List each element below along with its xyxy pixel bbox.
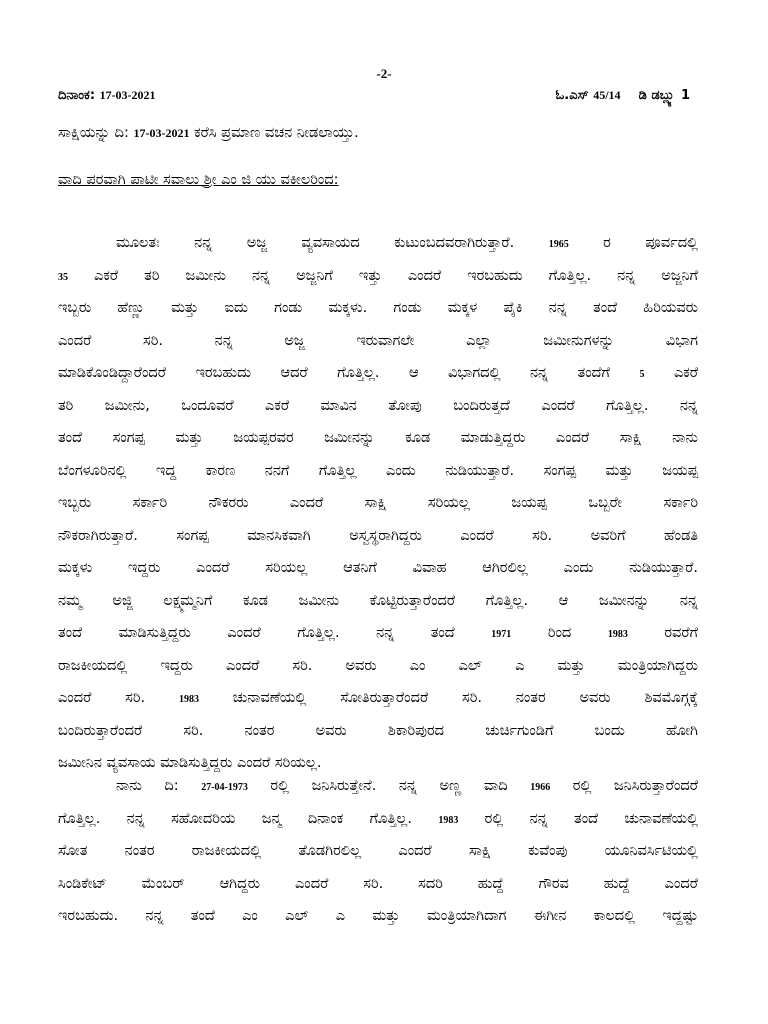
paragraph-2-line: ಸೋತ ನಂತರ ರಾಜಕೀಯದಲ್ಲಿ ತೊಡಗಿರಲಿಲ್ಲ ಎಂದರೆ ಸಾಕ್ಷಿ ಕುವೆಂಪು ಯೂನಿವರ್ಸಿಟಿಯಲ್ಲಿ [58, 843, 698, 859]
text-run: ನಾನು ದಿ: [116, 778, 179, 794]
paragraph-2 [58, 770, 698, 933]
acre-number: 5 [639, 369, 645, 380]
date-label: ದಿನಾಂಕ: [58, 88, 96, 103]
text-run: ಚುನಾವಣೆಯಲ್ಲಿ ಸೋತಿರುತ್ತಾರೆಂದರೆ ಸರಿ. ನಂತರ ಅವರು ಶಿವಮೊಗ್ಗಕ್ಕೆ [232, 690, 698, 706]
case-label: ಓ.ಎಸ್ [555, 88, 589, 103]
acre-number: 35 [58, 271, 68, 283]
document-header [58, 88, 690, 108]
paragraph-1-line: ತರಿ ಜಮೀನು, ಒಂದೂವರೆ ಎಕರೆ ಮಾವಿನ ತೋಪು ಬಂದಿರುತ್ತದೆ ಎಂದರೆ ಗೊತ್ತಿಲ್ಲ. ನನ್ನ [58, 397, 698, 414]
text-run: ಎಕರೆ ತರಿ ಜಮೀನು ನನ್ನ ಅಜ್ಜನಿಗೆ ಇತ್ತು ಎಂದರೆ ಇರಬಹುದು ಗೊತ್ತಿಲ್ಲ. ನನ್ನ ಅಜ್ಜನಿಗೆ [94, 267, 699, 284]
paragraph-1-line: ಮಕ್ಕಳು ಇದ್ದರು ಎಂದರೆ ಸರಿಯಲ್ಲ ಆತನಿಗೆ ವಿವಾಹ ಆಗಿರಲಿಲ್ಲ ಎಂದು ನುಡಿಯುತ್ತಾರೆ. [58, 560, 698, 576]
paragraph-1-line [58, 227, 698, 260]
oath-line [58, 125, 718, 141]
text-run: ಎಂದರೆ ಸರಿ. [58, 690, 146, 706]
oath-suffix: ಕರೆಸಿ ಪ್ರಮಾಣ ವಚನ ನೀಡಲಾಯ್ತು. [194, 125, 359, 141]
paragraph-1-line [58, 260, 698, 293]
paragraph-1-line: ಇಬ್ಬರು ಹೆಣ್ಣು ಮತ್ತು ಐದು ಗಂಡು ಮಕ್ಕಳು. ಗಂಡು ಮಕ್ಕಳ ಪೈಕಿ ನನ್ನ ತಂದೆ ಹಿರಿಯವರು [58, 300, 698, 316]
paragraph-1 [58, 227, 698, 780]
paragraph-1-line: ತಂದೆ ಸಂಗಪ್ಪ ಮತ್ತು ಜಯಪ್ಪರವರ ಜಮೀನನ್ನು ಕೂಡ ಮಾಡುತ್ತಿದ್ದರು ಎಂದರೆ ಸಾಕ್ಷಿ ನಾನು [58, 430, 698, 446]
text-run: ರಿಂದ [547, 625, 572, 641]
paragraph-1-line [58, 682, 698, 715]
paragraph-1-line: ಇಬ್ಬರು ಸರ್ಕಾರಿ ನೌಕರರು ಎಂದರೆ ಸಾಕ್ಷಿ ಸರಿಯಲ್ಲ ಜಯಪ್ಪ ಒಬ್ಬರೇ ಸರ್ಕಾರಿ [58, 495, 698, 511]
text-run: ರವರೆಗೆ [664, 625, 698, 641]
case-number: 45/14 [593, 88, 621, 102]
paragraph-1-line: ಜಮೀನಿನ ವ್ಯವಸಾಯ ಮಾಡಿಸುತ್ತಿದ್ದರು ಎಂದರೆ ಸರಿಯಲ್ಲ. [58, 755, 322, 771]
year-number: 1965 [548, 239, 569, 250]
text-run: ರಲ್ಲಿ ಜನಿಸಿರುತ್ತಾರೆಂದರೆ [572, 778, 699, 794]
paragraph-1-line [58, 357, 698, 390]
paragraph-1-line: ನಮ್ಮ ಅಜ್ಜಿ ಲಕ್ಷ್ಮಮ್ಮನಿಗೆ ಕೂಡ ಜಮೀನು ಕೊಟ್ಟಿರುತ್ತಾರೆಂದರೆ ಗೊತ್ತಿಲ್ಲ. ಆ ಜಮೀನನ್ನು ನನ್ನ [58, 592, 698, 609]
text-run: ತಂದೆ ಮಾಡಿಸುತ್ತಿದ್ದರು ಎಂದರೆ ಗೊತ್ತಿಲ್ಲ. ನನ್ನ ತಂದೆ [58, 625, 455, 641]
text-run: ಎಕರೆ [673, 365, 699, 381]
text-run: ರಲ್ಲಿ ನನ್ನ ತಂದೆ ಚುನಾವಣೆಯಲ್ಲಿ [484, 810, 699, 827]
paragraph-2-line: ಇರಬಹುದು. ನನ್ನ ತಂದೆ ಎಂ ಎಲ್ ಎ ಮತ್ತು ಮಂತ್ರಿಯಾಗಿದಾಗ ಈಗೀನ ಕಾಲದಲ್ಲಿ ಇದ್ದಷ್ಟು [58, 908, 698, 924]
year-number: 1983 [178, 694, 199, 705]
year-number: 1983 [438, 814, 459, 826]
oath-date: 17-03-2021 [133, 126, 190, 140]
paragraph-2-line [58, 770, 698, 803]
oath-prefix: ಸಾಕ್ಷಿಯನ್ನು ದಿ: [58, 125, 129, 141]
date-value: 17-03-2021 [99, 88, 156, 102]
text-run: ರಲ್ಲಿ ಜನಿಸಿರುತ್ತೇನೆ. ನನ್ನ ಅಣ್ಣ ವಾದಿ [270, 778, 508, 794]
case-reference [556, 88, 690, 103]
paragraph-2-line: ಸಿಂಡಿಕೇಟ್ ಮೆಂಬರ್ ಆಗಿದ್ದರು ಎಂದರೆ ಸರಿ. ಸದರಿ ಹುದ್ದೆ ಗೌರವ ಹುದ್ದೆ ಎಂದರೆ [58, 875, 698, 892]
paragraph-1-line: ಬೆಂಗಳೂರಿನಲ್ಲಿ ಇದ್ದ ಕಾರಣ ನನಗೆ ಗೊತ್ತಿಲ್ಲ ಎಂದು ನುಡಿಯುತ್ತಾರೆ. ಸಂಗಪ್ಪ ಮತ್ತು ಜಯಪ್ಪ [58, 462, 698, 479]
paragraph-1-line: ಎಂದರೆ ಸರಿ. ನನ್ನ ಅಜ್ಜ ಇರುವಾಗಲೇ ಎಲ್ಲಾ ಜಮೀನುಗಳನ್ನು ವಿಭಾಗ [58, 332, 698, 349]
section-title: ವಾದಿ ಪರವಾಗಿ ಪಾಟೀ ಸವಾಲು ಶ್ರೀ ಎಂ ಜಿ ಯು ವಕೀಲರಿಂದ: [58, 172, 339, 188]
year-number: 1983 [607, 629, 628, 640]
paragraph-1-line: ನೌಕರಾಗಿರುತ್ತಾರೆ. ಸಂಗಪ್ಪ ಮಾನಸಿಕವಾಗಿ ಅಸ್ವಸ್ಥರಾಗಿದ್ದರು ಎಂದರೆ ಸರಿ. ಅವರಿಗೆ ಹೆಂಡತಿ [58, 527, 698, 544]
year-number: 1971 [491, 629, 512, 640]
date-field [58, 88, 156, 103]
text-run: ಮೂಲತಃ ನನ್ನ ಅಜ್ಜ ವ್ಯವಸಾಯದ ಕುಟುಂಬದವರಾಗಿರುತ್ತಾರೆ. [116, 235, 515, 251]
text-run: ರ ಪೂರ್ವದಲ್ಲಿ [603, 235, 699, 251]
paragraph-1-line [58, 617, 698, 650]
page-number: -2- [376, 66, 392, 81]
witness-label: ಡಿ ಡಬ್ಲ್ಯು 1 [638, 88, 690, 103]
text-run: ಗೊತ್ತಿಲ್ಲ. ನನ್ನ ಸಹೋದರಿಯ ಜನ್ಮ ದಿನಾಂಕ ಗೊತ್ತಿಲ್ಲ. [58, 810, 412, 827]
text-run: ಮಾಡಿಕೊಂಡಿದ್ದಾರೆಂದರೆ ಇರಬಹುದು ಆದರೆ ಗೊತ್ತಿಲ್ಲ. ಆ ವಿಭಾಗದಲ್ಲಿ ನನ್ನ ತಂದೆಗೆ [58, 365, 610, 381]
year-number: 1966 [530, 782, 551, 793]
paragraph-1-line: ರಾಜಕೀಯದಲ್ಲಿ ಇದ್ದರು ಎಂದರೆ ಸರಿ. ಅವರು ಎಂ ಎಲ್ ಎ ಮತ್ತು ಮಂತ್ರಿಯಾಗಿದ್ದರು [58, 657, 698, 674]
paragraph-2-line [58, 803, 698, 836]
paragraph-1-line: ಬಂದಿರುತ್ತಾರೆಂದರೆ ಸರಿ. ನಂತರ ಅವರು ಶಿಕಾರಿಪುರದ ಚುರ್ಚಿಗುಂಡಿಗೆ ಬಂದು ಹೋಗಿ [58, 722, 698, 739]
birth-date: 27-04-1973 [201, 782, 248, 793]
